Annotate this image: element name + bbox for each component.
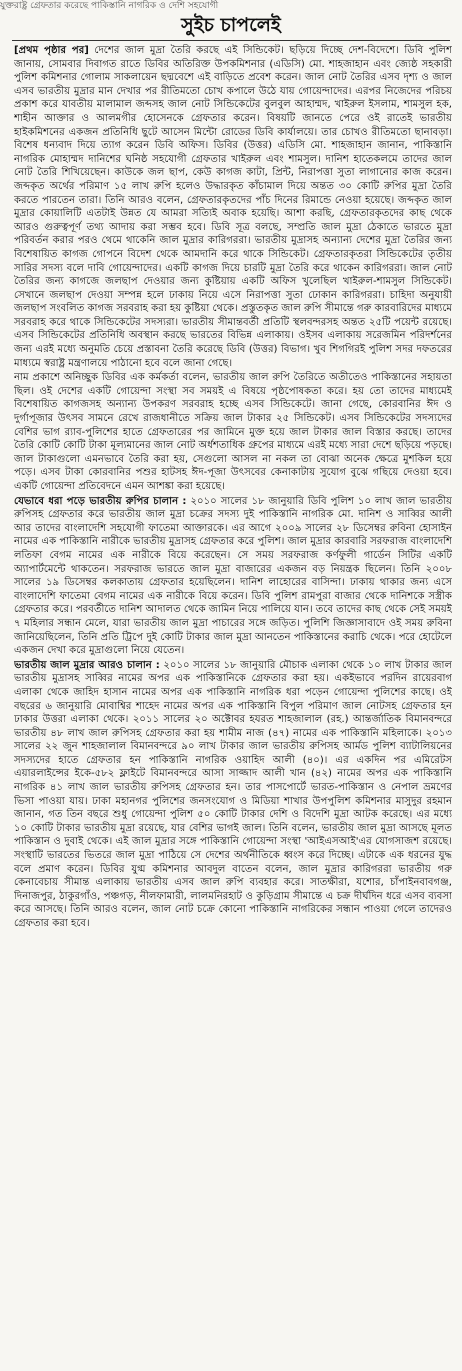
paragraph-text: নাম প্রকাশে অনিচ্ছুক ডিবির এক কর্মকর্তা বলেন, ভারতীয় জাল রুপি তৈরিতে অতীতেও পাকিস্তানের সহায়তা ছিল। ওই দেশের একটি গোয়েন্দা সংস্থা সব সময়ই এ বিষয়ে পৃষ্ঠপোষকতা করে। হয় তো তাদের মাধ্যমেই বিশেষায়িত কাগজসহ অন্যান্য উপকরণ সরবরাহ হচ্ছে এসব সিন্ডিকেটে। জানা গেছে, কোরবানির ঈদ ও দুর্গাপূজার উৎসব সামনে রেখে রাজধানীতে সক্রিয় জাল টাকার ২৫ সিন্ডিকেট। এসব সিন্ডিকেটের সদস্যদের বেশির ভাগ র‌্যাব-পুলিশের হাতে গ্রেফতারের পর জামিনে মুক্ত হয়ে জাল টাকার জাল বিস্তার করছে। তাদের তৈরি কোটি কোটি টাকা মূল্যমানের জাল নোট অর্ধশতাধিক গ্রুপের মাধ্যমে এরই মধ্যে সারা দেশে ছড়িয়ে পড়ছে। জাল টাকাগুলো এমনভাবে তৈরি করা হয়, সেগুলো আসল না নকল তা বোঝা অনেক ক্ষেত্রে মুশকিল হয়ে পড়ে। এসব টাকা কোরবানির পশুর হাটসহ ঈদ-পূজা উৎসবের কেনাকাটায় সুযোগ বুঝে গছিয়ে দেওয়া হবে। একটি গোয়েন্দা প্রতিবেদনে এমন আশঙ্কা করা হয়েছে। [14, 372, 452, 492]
top-fragment-text: যুক্তরাষ্ট্র গ্রেফতার করেছে পাকিস্তানি নাগরিক ও দেশি সহযোগী [0, 1, 219, 11]
article-paragraph [14, 495, 452, 658]
cut-off-top-line [0, 0, 462, 12]
headline-divider [12, 40, 450, 41]
paragraph-text: ২০১০ সালের ১৮ জানুয়ারি ডিবি পুলিশ ১০ লাখ জাল ভারতীয় রুপিসহ গ্রেফতার করে ভারতীয় জাল মুদ্রা চক্রের সদস্য দুই পাকিস্তানি নাগরিক মো. দানিশ ও সাব্বির আলী আর তাদের বাংলাদেশি সহযোগী ফাতেমা আক্তারকে। এর আগে ২০০৯ সালের ২৮ ডিসেম্বর রুবিনা হোসাইন নামের এক পাকিস্তানি নারীকে ভারতীয় মুদ্রাসহ গ্রেফতার করে পুলিশ। জাল মুদ্রার কারবারি সরফরাজ বাংলাদেশি লতিফা বেগম নামের এক নারীকে বিয়ে করেছেন। সে সময় সরফরাজ কর্ণফুলী গার্ডেন সিটির একটি অ্যাপার্টমেন্টে থাকতেন। সরফরাজ ভারতে জাল মুদ্রা বাজারের একজন বড় নিয়ন্ত্রক ছিলেন। তিনি ২০০৮ সালের ১৯ ডিসেম্বর কলকাতায় গ্রেফতার হয়েছিলেন। দানিশ লাহোরের বাসিন্দা। ঢাকায় থাকার জন্য এসে বাংলাদেশি ফাতেমা বেগম নামের এক নারীকে বিয়ে করেন। ডিবি পুলিশ রামপুরা বাজার থেকে দানিশকে সস্ত্রীক গ্রেফতার করে। পরবর্তীতে দানিশ আদালত থেকে জামিন নিয়ে পালিয়ে যান। তবে তাদের কাছ থেকে সেই সময়ই ৭ মহিলার সন্ধান মেলে, যারা ভারতীয় জাল মুদ্রা পাচারের সঙ্গে জড়িত। পুলিশি জিজ্ঞাসাবাদে ওই সময় রুবিনা জানিয়েছিলেন, তিনি প্রতি ট্রিপে দুই কোটি টাকার জাল মুদ্রা আনতেন পাকিস্তানের করাচি থেকে। পরে হোটেলে একজন দেখা করে মুদ্রাগুলো নিয়ে যেতেন। [14, 495, 452, 657]
article-body [14, 44, 452, 1367]
paragraph-text: ২০১০ সালের ১৮ জানুয়ারি মৌচাক এলাকা থেকে ১০ লাখ টাকার জাল ভারতীয় মুদ্রাসহ সাব্বির নামের অপর এক পাকিস্তানিকে গ্রেফতার করা হয়। একইভাবে পরদিন রায়েরবাগ এলাকা থেকে জাহিদ হাসান নামের অপর এক পাকিস্তানি নাগরিক ধরা পড়েন গোয়েন্দা পুলিশের কাছে। ওই বছরের ৬ জানুয়ারি মোবাশ্বির শাহেদ নামের অপর এক পাকিস্তানি বিপুল পরিমাণ জাল নোটসহ গ্রেফতার হন ঢাকার উত্তরা এলাকা থেকে। ২০১১ সালের ২০ অক্টোবর হযরত শাহজালাল (রহ.) আন্তর্জাতিক বিমানবন্দরে ভারতীয় ৪৮ লাখ জাল রুপিসহ গ্রেফতার করা হয় শামীম নাজ (৪৭) নামের এক পাকিস্তানি মহিলাকে। ২০১৩ সালের ২২ জুন শাহজালাল বিমানবন্দরে ৯০ লাখ টাকার জাল ভারতীয় রুপিসহ আর্মড পুলিশ ব্যাটালিয়নের সদস্যদের হাতে গ্রেফতার হন পাকিস্তানি নাগরিক ওয়াহিদ আলী (৪০)। এর একদিন পর এমিরেটস এয়ারলাইন্সের ইকে-৫৮২ ফ্লাইটে বিমানবন্দরে আসা সাজ্জাদ আলী খান (৪২) নামের অপর এক পাকিস্তানি নাগরিক ৪১ লাখ জাল ভারতীয় রুপিসহ গ্রেফতার হন। তার পাসপোর্টে ভারত-পাকিস্তান ও নেপাল ভ্রমণের ভিসা পাওয়া যায়। ঢাকা মহানগর পুলিশের জনসংযোগ ও মিডিয়া শাখার উপপুলিশ কমিশনার মাসুদুর রহমান জানান, গত তিন বছরে শুধু গোয়েন্দা পুলিশ ৫০ কোটি টাকার দেশি ও বিদেশি মুদ্রা আটক করেছে। এর মধ্যে ১০ কোটি টাকার ভারতীয় মুদ্রা রয়েছে, যার বেশির ভাগই জাল। তিনি বলেন, ভারতীয় জাল মুদ্রা আসছে মূলত পাকিস্তান ও দুবাই থেকে। এই জাল মুদ্রার সঙ্গে পাকিস্তানি গোয়েন্দা সংস্থা 'আইএসআই'এর যোগসাজশ রয়েছে। সংস্থাটি ভারতের ভিতরে জাল মুদ্রা পাঠিয়ে সে দেশের অর্থনীতিকে ধ্বংস করে দিচ্ছে। এটাকে এক ধরনের যুদ্ধ বলে প্রমাণ করেন। ডিবির যুগ্ম কমিশনার আবদুল বাতেন বলেন, জাল মুদ্রার কারিগররা ভারতীয় গরু কেনাবেচায় সীমান্ত এলাকায় ভারতীয় এসব জাল রুপি ব্যবহার করে। সাতক্ষীরা, যশোর, চাঁপাইনবাবগঞ্জ, দিনাজপুর, ঠাকুরগাঁও, পঞ্চগড়, নীলফামারী, লালমনিরহাট ও কুড়িগ্রাম সীমান্তে এ চক্র দীর্ঘদিন ধরে এসব ব্যবসা করে আসছে। তিনি আরও বলেন, জাল নোট চক্রে কোনো পাকিস্তানি নাগরিকের সন্ধান পাওয়া গেলে তাদেরও গ্রেফতার করা হবে। [14, 659, 452, 929]
article-paragraph [14, 659, 452, 931]
subheading-how-caught: যেভাবে ধরা পড়ে ভারতীয় রুপির চালান : [14, 495, 187, 507]
subheading-more-shipments: ভারতীয় জাল মুদ্রার আরও চালান : [14, 659, 160, 671]
article-paragraph [14, 371, 452, 493]
continuation-marker: [প্রথম পৃষ্ঠার পর] [14, 45, 89, 56]
article-paragraph [14, 44, 452, 370]
paragraph-text: দেশের জাল মুদ্রা তৈরি করছে এই সিন্ডিকেট। ছড়িয়ে দিচ্ছে দেশ-বিদেশে। ডিবি পুলিশ জানায়, সোমবার দিবাগত রাতে ডিবির অতিরিক্ত উপকমিশনার (এডিসি) মো. শাহজাহান এবং জ্যেষ্ঠ সহকারী পুলিশ কমিশনার গোলাম সাকলায়েন ছদ্মবেশে এই বাড়িতে প্রবেশ করেন। জাল নোট তৈরির এসব দৃশ্য ও জাল এসব ভারতীয় মুদ্রার মান দেখার পর রীতিমতো চোখ কপালে উঠে যায় গোয়েন্দাদের। এরপর নিজেদের পরিচয় প্রকাশ করে যাবতীয় মালামাল জব্দসহ জাল নোট সিন্ডিকেটের বুলবুল আহাম্মদ, খাইরুল ইসলাম, শামসুল হক, শাহীন আক্তার ও আলমগীর হোসেনকে গ্রেফতার করেন। বিষয়টি জানতে পেরে ওই রাতেই ভারতীয় হাইকমিশনের একজন প্রতিনিধি ছুটে আসেন মিন্টো রোডের ডিবি কার্যালয়ে। তার চোখও রীতিমতো ছানাবড়া। বিশেষ ধন্যবাদ দিয়ে ত্যাগ করেন ডিবি অফিস। ডিবির (উত্তর) এডিসি মো. শাহজাহান জানান, পাকিস্তানি নাগরিক মোহাম্মদ দানিশের ঘনিষ্ঠ সহযোগী গ্রেফতার খাইরুল এবং শামসুল। দানিশ হাতেকলমে তাদের জাল নোট তৈরি শিখিয়েছেন। কাউকে জল ছাপ, কেউ কাগজ কাটা, প্রিন্ট, নিরাপত্তা সুতা লাগানোর কাজ করেন। জব্দকৃত অর্থের পরিমাণ ১৫ লাখ রুপি হলেও উদ্ধারকৃত কাঁচামাল দিয়ে অন্তত ৩০ কোটি রুপির মুদ্রা তৈরি করতে পারতেন তারা। তিনি আরও বলেন, গ্রেফতারকৃতদের পাঁচ দিনের রিমান্ডে নেওয়া হয়েছে। জব্দকৃত জাল মুদ্রার কোয়ালিটি এতটাই উন্নত যে আমরা সত্যিই অবাক হয়েছি। আশা করছি, গ্রেফতারকৃতদের কাছ থেকে আরও গুরুত্বপূর্ণ তথ্য আদায় করা সম্ভব হবে। ডিবি সূত্র বলছে, সম্প্রতি জাল মুদ্রা ঠেকাতে ভারতে মুদ্রা পরিবর্তন করার পরও থেমে থাকেনি জাল মুদ্রার কারিগররা। ভারতীয় মুদ্রাসহ অন্যান্য দেশের মুদ্রা তৈরির জন্য বিশেষায়িত কাগজ গোপনে বিদেশ থেকে আমদানি করে থাকে সিন্ডিকেট। গ্রেফতারকৃতরা সিন্ডিকেটের তৃতীয় সারির সদস্য বলে দাবি গোয়েন্দাদের। একটি কাগজ দিয়ে চারটি মুদ্রা তৈরি করে থাকেন কারিগররা। জাল নোট তৈরির জন্য কাগজে জলছাপ দেওয়ার জন্য কুষ্টিয়ায় একটি অফিস খুলেছিল খাইরুল-শামসুল সিন্ডিকেট। সেখানে জলছাপ দেওয়া সম্পন্ন হলে ঢাকায় নিয়ে এসে নিরাপত্তা সুতা ঢোকান কারিগররা। চাহিদা অনুযায়ী জলছাপ সংবলিত কাগজ সরবরাহ করা হয় কুষ্টিয়া থেকে। প্রস্তুতকৃত জাল রুপি সীমান্তে গরু কারবারিদের মাধ্যমে সরবরাহ করে থাকে সিন্ডিকেটের সদস্যরা। ভারতীয় সীমান্তবর্তী প্রতিটি স্থলবন্দরসহ অন্তত ২৫টি পয়েন্ট রয়েছে। এসব সিন্ডিকেটের প্রতিনিধি অবস্থান করছে ভারতের বিভিন্ন এলাকায়। ওইসব এলাকায় সরেজমিন পরিদর্শনের জন্য এরই মধ্যে অনুমতি চেয়ে প্রস্তাবনা তৈরি করেছে ডিবি (উত্তর) বিভাগ। খুব শিগগিরই পুলিশ সদর দফতরের মাধ্যমে স্বরাষ্ট্র মন্ত্রণালয়ে পাঠানো হবে বলে জানা গেছে। [14, 45, 452, 369]
article-headline: সুইচ চাপলেই [181, 14, 281, 36]
